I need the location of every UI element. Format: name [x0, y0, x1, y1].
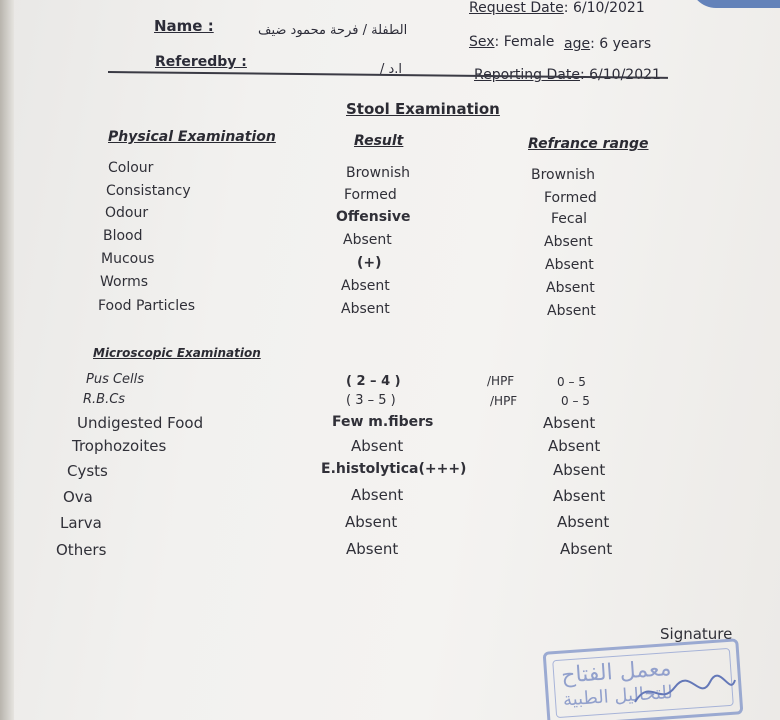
test-name: Undigested Food [77, 414, 204, 432]
reporting-date-value: : 6/10/2021 [579, 67, 661, 83]
reference-range: 0 – 5 [557, 375, 586, 389]
test-name: R.B.Cs [83, 392, 126, 407]
test-name: Mucous [101, 251, 155, 267]
test-name: Cysts [67, 462, 108, 480]
test-name: Pus Cells [86, 372, 145, 387]
test-name: Worms [100, 274, 149, 290]
reference-range: Fecal [551, 211, 588, 227]
test-result: Absent [341, 278, 390, 294]
test-name: Trophozoites [72, 437, 167, 455]
test-result: (+) [357, 255, 382, 271]
reference-range: Absent [547, 303, 596, 319]
reference-range: Formed [544, 190, 597, 206]
test-name: Odour [105, 205, 149, 221]
stamp-line-2: للتحاليل الطبية [562, 681, 674, 711]
reference-range: Absent [553, 487, 606, 505]
request-date [469, 0, 645, 16]
test-result: Few m.fibers [332, 414, 434, 430]
referedby-label: Referedby : [155, 54, 247, 70]
reporting-date-label: Reporting Date [474, 67, 580, 83]
test-name: Colour [108, 160, 154, 176]
age-label: age [564, 36, 591, 52]
test-result: Offensive [336, 209, 411, 225]
result-heading: Result [354, 133, 404, 149]
header-logo-fragment [690, 0, 780, 8]
microscopic-exam-heading: Microscopic Examination [93, 346, 261, 360]
range-heading: Refrance range [528, 136, 649, 152]
test-result: Absent [343, 232, 392, 248]
physical-exam-heading: Physical Examination [108, 129, 276, 145]
referedby-value: ا.د / [380, 62, 403, 77]
test-result: Absent [351, 437, 404, 455]
request-date-value: : 6/10/2021 [563, 0, 645, 16]
reference-range: Absent [544, 234, 593, 250]
paper-edge-shadow [0, 0, 14, 720]
signature-scribble [630, 672, 740, 712]
test-result: Absent [351, 486, 404, 504]
reference-range: Absent [553, 461, 606, 479]
test-name: Food Particles [98, 298, 196, 314]
patient-name: الطفلة / فرحة محمود ضيف [258, 23, 408, 38]
test-name: Blood [103, 228, 143, 244]
test-result: Absent [345, 513, 398, 531]
test-result: ( 2 – 4 ) [346, 374, 401, 389]
test-result: ( 3 – 5 ) [346, 393, 396, 408]
test-name: Larva [60, 514, 102, 532]
test-result: Brownish [346, 165, 410, 181]
unit: /HPF [490, 394, 518, 408]
sex-value: : Female [494, 34, 555, 50]
test-result: Absent [346, 540, 399, 558]
reference-range: Absent [548, 437, 601, 455]
test-result: Absent [341, 301, 390, 317]
name-label: Name : [154, 17, 214, 35]
test-result: E.histolytica(+++) [321, 461, 467, 477]
reference-range: Absent [546, 280, 595, 296]
reference-range: Absent [545, 257, 594, 273]
signature-label: Signature [660, 625, 733, 643]
test-result: Formed [344, 187, 397, 203]
sex-field [469, 34, 554, 50]
stamp-line-1: معمل الفتاح [560, 656, 673, 689]
unit: /HPF [487, 374, 515, 388]
report-title: Stool Examination [346, 100, 500, 118]
test-name: Others [56, 541, 107, 559]
age-field [564, 36, 651, 52]
reference-range: Absent [557, 513, 610, 531]
test-name: Ova [63, 488, 93, 506]
request-date-label: Request Date [469, 0, 564, 16]
age-value: : 6 years [590, 36, 652, 52]
reference-range: Absent [543, 414, 596, 432]
sex-label: Sex [469, 34, 495, 50]
test-name: Consistancy [106, 183, 191, 199]
reference-range: 0 – 5 [561, 394, 590, 408]
reference-range: Brownish [531, 167, 595, 183]
reference-range: Absent [560, 540, 613, 558]
